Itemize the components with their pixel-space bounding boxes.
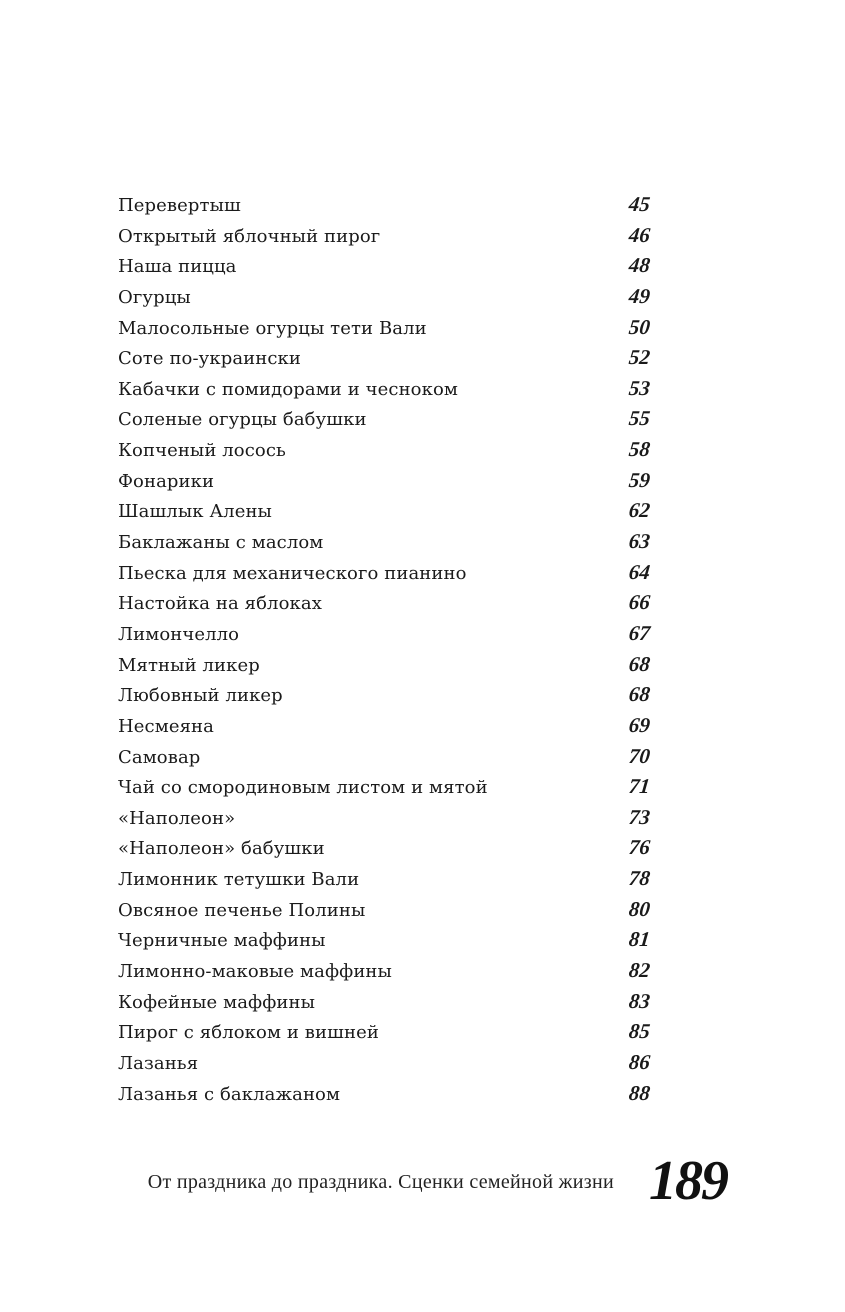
toc-entry-page: 64 (627, 559, 652, 584)
toc-entry-page: 46 (627, 222, 652, 247)
toc-entry-page: 82 (627, 958, 652, 983)
toc-entry-title: Пирог с яблоком и вишней (118, 1022, 379, 1044)
toc-entry (118, 1078, 650, 1109)
toc-entry (118, 312, 650, 343)
toc-entry-page: 62 (627, 498, 652, 523)
toc-entry-page: 73 (627, 804, 652, 829)
toc-entry-page: 80 (627, 896, 652, 921)
toc-entry-page: 68 (627, 651, 652, 676)
toc-entry (118, 1047, 650, 1078)
toc-entry-title: Лазанья (118, 1052, 199, 1074)
toc-entry (118, 894, 650, 925)
toc-entry-title: Открытый яблочный пирог (118, 225, 381, 247)
toc-entry-page: 55 (627, 406, 652, 431)
toc-entry-title: Кофейные маффины (118, 991, 316, 1013)
toc-entry-page: 58 (627, 437, 652, 462)
toc-entry-title: Перевертыш (118, 195, 241, 216)
toc-entry (118, 495, 650, 526)
toc-entry-title: Настойка на яблоках (118, 593, 322, 615)
toc-entry-title: Лимонно-маковые маффины (118, 961, 392, 983)
toc-entry-page: 70 (627, 743, 652, 768)
toc-entry (118, 434, 650, 465)
toc-entry-page: 52 (627, 345, 652, 370)
toc-entry (118, 924, 650, 955)
toc-entry (118, 526, 650, 557)
toc-entry-title: Фонарики (118, 470, 215, 492)
toc-entry-page: 69 (627, 712, 652, 737)
toc-entry-title: Овсяное печенье Полины (118, 899, 366, 921)
toc-entry-title: Наша пицца (118, 256, 237, 278)
toc-entry-title: «Наполеон» бабушки (118, 838, 325, 860)
toc-entry (118, 618, 650, 649)
toc-entry-page: 49 (627, 283, 652, 308)
toc-entry-title: Черничные маффины (118, 930, 326, 952)
toc-entry-title: Лимонник тетушки Вали (118, 869, 360, 891)
toc-entry-title: Чай со смородиновым листом и мятой (118, 777, 488, 799)
toc-entry-title: Пьеска для механического пианино (118, 562, 467, 584)
toc-entry-title: Любовный ликер (118, 685, 283, 707)
toc-entry (118, 863, 650, 894)
toc-entry (118, 832, 650, 863)
toc-entry-page: 59 (627, 467, 652, 492)
toc-entry-title: Несмеяна (118, 715, 214, 737)
toc-entry-title: Мятный ликер (118, 654, 260, 676)
toc-entry-title: Кабачки с помидорами и чесноком (118, 378, 459, 400)
toc-entry-page: 86 (627, 1049, 652, 1074)
toc-entry-page: 53 (627, 375, 652, 400)
toc-entry-title: Копченый лосось (118, 440, 286, 462)
toc-entry-title: Самовар (118, 746, 201, 768)
page-footer (0, 1150, 845, 1215)
toc-entry-page: 45 (627, 192, 652, 216)
toc-entry-page: 66 (627, 590, 652, 615)
toc-entry-title: Шашлык Алены (118, 501, 272, 523)
toc-entry-title: Лимончелло (118, 623, 240, 645)
toc-entry-title: Баклажаны с маслом (118, 532, 324, 554)
toc-entry-page: 76 (627, 835, 652, 860)
toc-entry (118, 373, 650, 404)
toc-entry-page: 83 (627, 988, 652, 1013)
page-number: 189 (649, 1150, 727, 1212)
toc-entry (118, 189, 650, 220)
toc-entry-title: Огурцы (118, 286, 191, 308)
toc-entry-page: 63 (627, 529, 652, 554)
toc-entry (118, 986, 650, 1017)
table-of-contents (118, 189, 650, 1108)
toc-entry (118, 955, 650, 986)
toc-entry-page: 48 (627, 253, 652, 278)
toc-entry (118, 710, 650, 741)
toc-entry (118, 771, 650, 802)
toc-entry (118, 281, 650, 312)
toc-entry (118, 220, 650, 251)
toc-entry (118, 342, 650, 373)
running-footer-title: От праздника до праздника. Сценки семейной жизни (147, 1171, 614, 1193)
toc-entry-page: 78 (627, 866, 652, 891)
toc-entry (118, 250, 650, 281)
toc-entry-page: 68 (627, 682, 652, 707)
toc-entry (118, 802, 650, 833)
toc-entry (118, 557, 650, 588)
toc-entry-page: 71 (627, 774, 652, 799)
toc-entry (118, 1016, 650, 1047)
toc-entry-title: Лазанья с баклажаном (118, 1083, 341, 1105)
toc-entry-page: 85 (627, 1019, 652, 1044)
toc-entry (118, 741, 650, 772)
toc-entry-page: 67 (627, 620, 652, 645)
toc-entry-page: 81 (627, 927, 652, 952)
toc-entry (118, 587, 650, 618)
toc-entry (118, 649, 650, 680)
toc-entry (118, 403, 650, 434)
toc-entry-title: Малосольные огурцы тети Вали (118, 317, 427, 339)
toc-entry-title: Соленые огурцы бабушки (118, 409, 367, 431)
toc-entry (118, 465, 650, 496)
toc-entry-page: 88 (627, 1080, 652, 1105)
toc-entry (118, 679, 650, 710)
toc-entry-title: Соте по-украински (118, 348, 301, 370)
toc-entry-title: «Наполеон» (118, 807, 236, 829)
toc-entry-page: 50 (627, 314, 652, 339)
